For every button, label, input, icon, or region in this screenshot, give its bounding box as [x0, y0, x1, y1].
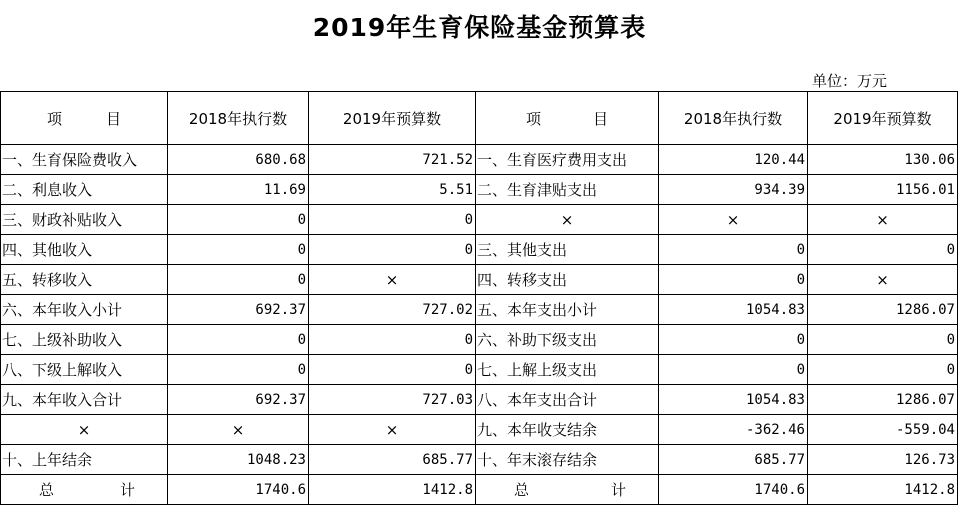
cell-left-2018: 11.69	[168, 175, 309, 205]
header-item-left: 项 目	[1, 92, 168, 145]
cell-left-2018: 0	[168, 235, 309, 265]
header-2018-right: 2018年执行数	[659, 92, 808, 145]
cell-right-2019: 130.06	[808, 145, 958, 175]
cell-left-item: 六、本年收入小计	[1, 295, 168, 325]
total-label-left: 总 计	[1, 475, 168, 505]
total-2019-right: 1412.8	[808, 475, 958, 505]
cell-left-2018: 0	[168, 355, 309, 385]
cell-right-2019: -559.04	[808, 415, 958, 445]
cell-right-item: 二、生育津贴支出	[476, 175, 659, 205]
cell-right-2018: 120.44	[659, 145, 808, 175]
cell-right-item: 七、上解上级支出	[476, 355, 659, 385]
cell-right-2019: 1286.07	[808, 295, 958, 325]
cell-left-2018: 692.37	[168, 295, 309, 325]
table-row	[1, 355, 958, 385]
cell-right-item: 六、补助下级支出	[476, 325, 659, 355]
cell-right-2018: 1054.83	[659, 295, 808, 325]
cell-left-2019: ×	[309, 265, 476, 295]
cell-left-2019: ×	[309, 415, 476, 445]
cell-left-item: 二、利息收入	[1, 175, 168, 205]
cell-right-2019: 0	[808, 325, 958, 355]
header-row	[1, 92, 958, 145]
cell-left-2018: 0	[168, 205, 309, 235]
cell-right-item: 三、其他支出	[476, 235, 659, 265]
cell-left-item: 四、其他收入	[1, 235, 168, 265]
cell-left-item: 九、本年收入合计	[1, 385, 168, 415]
cell-right-item: 一、生育医疗费用支出	[476, 145, 659, 175]
cell-right-item: 九、本年收支结余	[476, 415, 659, 445]
cell-left-2018: 680.68	[168, 145, 309, 175]
cell-right-2019: 126.73	[808, 445, 958, 475]
cell-left-item: 七、上级补助收入	[1, 325, 168, 355]
cell-left-2019: 685.77	[309, 445, 476, 475]
table-row	[1, 385, 958, 415]
cell-right-2018: 0	[659, 235, 808, 265]
cell-right-item: 八、本年支出合计	[476, 385, 659, 415]
cell-right-2019: 0	[808, 355, 958, 385]
header-2018-left: 2018年执行数	[168, 92, 309, 145]
cell-right-2018: 1054.83	[659, 385, 808, 415]
cell-left-item: 三、财政补贴收入	[1, 205, 168, 235]
cell-left-2019: 5.51	[309, 175, 476, 205]
cell-left-2019: 0	[309, 235, 476, 265]
cell-right-2018: 0	[659, 325, 808, 355]
table-row	[1, 295, 958, 325]
cell-right-item: 四、转移支出	[476, 265, 659, 295]
total-2019-left: 1412.8	[309, 475, 476, 505]
cell-right-2019: 0	[808, 235, 958, 265]
cell-left-item: 五、转移收入	[1, 265, 168, 295]
cell-left-2018: 0	[168, 265, 309, 295]
cell-right-item: 五、本年支出小计	[476, 295, 659, 325]
unit-label: 单位：万元	[812, 72, 888, 90]
cell-right-2019: ×	[808, 265, 958, 295]
cell-left-2019: 0	[309, 205, 476, 235]
cell-right-2018: 934.39	[659, 175, 808, 205]
page-title: 2019年生育保险基金预算表	[312, 13, 647, 42]
table-row	[1, 325, 958, 355]
cell-left-2019: 727.02	[309, 295, 476, 325]
header-2019-right: 2019年预算数	[808, 92, 958, 145]
cell-left-item: 十、上年结余	[1, 445, 168, 475]
table-row	[1, 265, 958, 295]
cell-left-2018: 692.37	[168, 385, 309, 415]
table-row	[1, 445, 958, 475]
table-row	[1, 175, 958, 205]
cell-right-item: ×	[476, 205, 659, 235]
cell-right-2018: 685.77	[659, 445, 808, 475]
header-2019-left: 2019年预算数	[309, 92, 476, 145]
cell-right-2019: 1286.07	[808, 385, 958, 415]
cell-left-2018: 1048.23	[168, 445, 309, 475]
total-label-right: 总 计	[476, 475, 659, 505]
cell-right-2018: -362.46	[659, 415, 808, 445]
cell-left-2018: 0	[168, 325, 309, 355]
table-row	[1, 145, 958, 175]
total-2018-left: 1740.6	[168, 475, 309, 505]
cell-right-2018: 0	[659, 265, 808, 295]
cell-left-2019: 727.03	[309, 385, 476, 415]
header-item-right: 项 目	[476, 92, 659, 145]
cell-left-2019: 721.52	[309, 145, 476, 175]
table-row	[1, 415, 958, 445]
cell-right-2019: 1156.01	[808, 175, 958, 205]
cell-right-item: 十、年末滚存结余	[476, 445, 659, 475]
total-row	[1, 475, 958, 505]
cell-right-2018: 0	[659, 355, 808, 385]
cell-left-2019: 0	[309, 325, 476, 355]
cell-left-2019: 0	[309, 355, 476, 385]
cell-left-2018: ×	[168, 415, 309, 445]
cell-left-item: 一、生育保险费收入	[1, 145, 168, 175]
cell-left-item: 八、下级上解收入	[1, 355, 168, 385]
cell-right-2018: ×	[659, 205, 808, 235]
total-2018-right: 1740.6	[659, 475, 808, 505]
budget-table	[0, 91, 958, 505]
table-row	[1, 235, 958, 265]
cell-right-2019: ×	[808, 205, 958, 235]
cell-left-item: ×	[1, 415, 168, 445]
table-row	[1, 205, 958, 235]
